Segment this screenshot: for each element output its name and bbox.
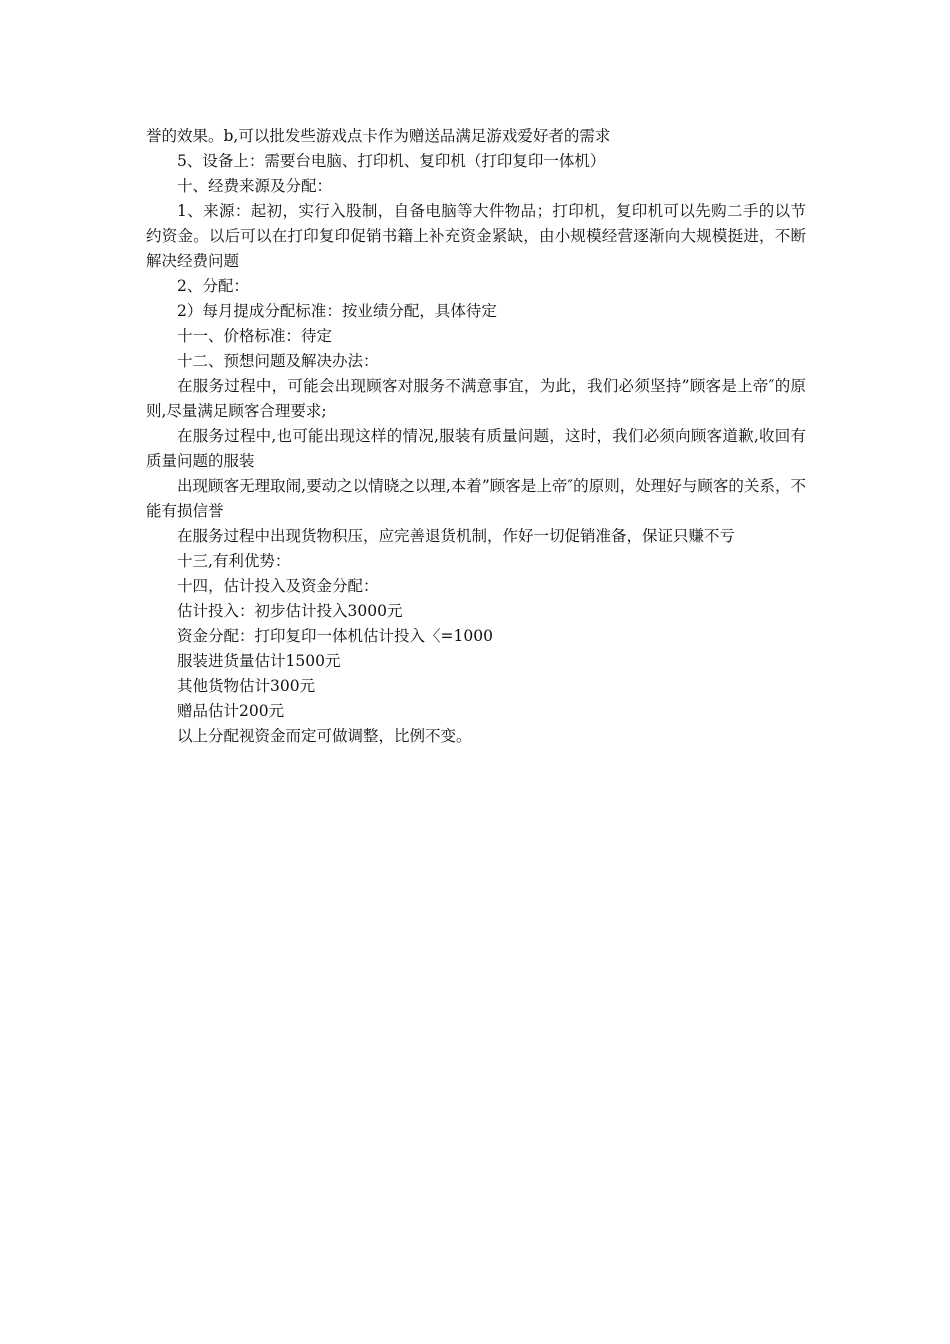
- paragraph-other-goods: 其他货物估计300元: [177, 677, 316, 695]
- paragraph-problem-4: 在服务过程中出现货物积压，应完善退货机制，作好一切促销准备，保证只赚不亏: [177, 527, 736, 545]
- paragraph-problem-1: 在服务过程中，可能会出现顾客对服务不满意事宜，为此，我们必须坚持”顾客是上帝″的原则,尽量满足顾客合理要求;: [146, 377, 806, 420]
- paragraph-closing-note: 以上分配视资金而定可做调整，比例不变。: [177, 727, 472, 745]
- heading-expected-problems: 十二、预想问题及解决办法：: [177, 352, 379, 370]
- paragraph-equipment: 5、设备上：需要台电脑、打印机、复印机（打印复印一体机）: [177, 152, 606, 170]
- paragraph-problem-3: 出现顾客无理取闹,要动之以情晓之以理,本着”顾客是上帝″的原则，处理好与顾客的关系，不能有损信誉: [146, 477, 806, 520]
- paragraph-gift-effect: 誉的效果。b,可以批发些游戏点卡作为赠送品满足游戏爱好者的需求: [146, 127, 611, 145]
- paragraph-fund-allocation: 资金分配：打印复印一体机估计投入〈=1000: [177, 627, 493, 645]
- heading-price-standard: 十一、价格标准：待定: [177, 327, 333, 345]
- paragraph-problem-2: 在服务过程中,也可能出现这样的情况,服装有质量问题，这时，我们必须向顾客道歉,收回有质量问题的服装: [146, 427, 806, 470]
- paragraph-gifts: 赠品估计200元: [177, 702, 285, 720]
- paragraph-source: 1、来源：起初，实行入股制，自备电脑等大件物品；打印机，复印机可以先购二手的以节约资金。以后可以在打印复印促销书籍上补充资金紧缺，由小规模经营逐渐向大规模挺进，不断解决经费问题: [146, 202, 806, 270]
- heading-advantages: 十三,有利优势：: [177, 552, 291, 570]
- document-body: [146, 124, 806, 749]
- heading-investment: 十四，估计投入及资金分配：: [177, 577, 379, 595]
- paragraph-clothing-stock: 服装进货量估计1500元: [177, 652, 341, 670]
- paragraph-monthly-commission: 2）每月提成分配标准：按业绩分配，具体待定: [177, 302, 497, 320]
- paragraph-estimated-investment: 估计投入：初步估计投入3000元: [177, 602, 403, 620]
- paragraph-allocation: 2、分配：: [177, 277, 249, 295]
- heading-funding-source: 十、经费来源及分配：: [177, 177, 333, 195]
